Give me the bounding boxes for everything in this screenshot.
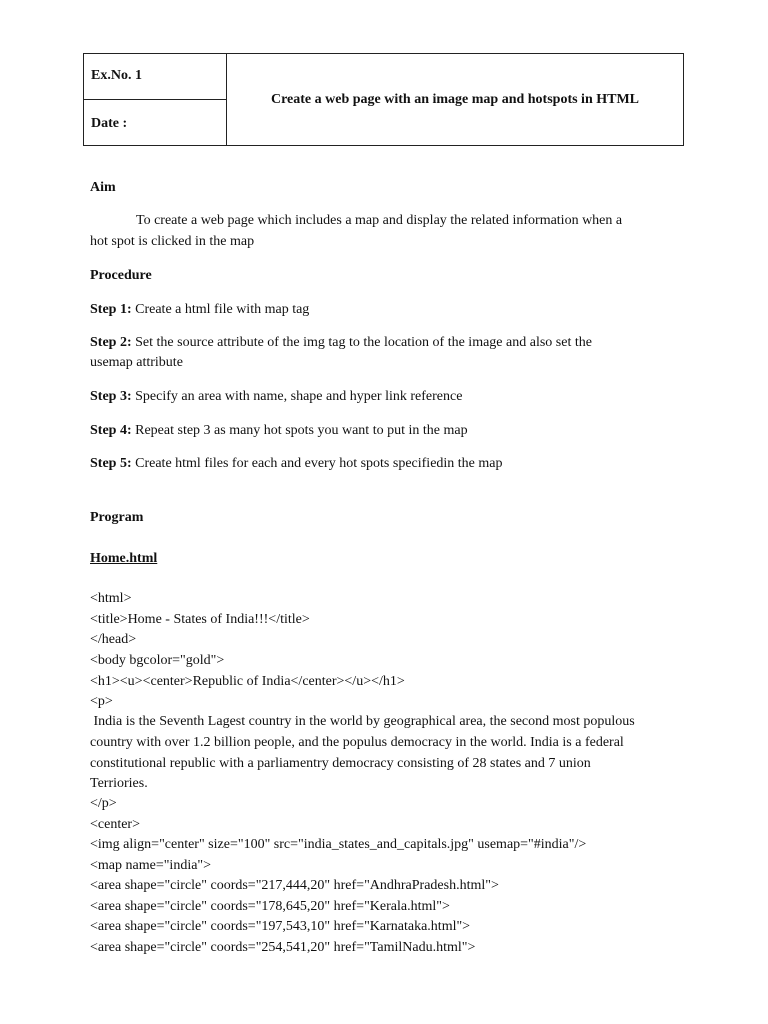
code-line: <area shape="circle" coords="178,645,20" href="Kerala.html"> bbox=[90, 899, 450, 914]
program-file-name: Home.html bbox=[90, 551, 158, 566]
step-4 bbox=[90, 423, 690, 439]
step-3-text: Specify an area with name, shape and hyper link reference bbox=[131, 389, 463, 404]
step-3-label: Step 3: bbox=[90, 389, 132, 404]
aim-text-line-2: hot spot is clicked in the map bbox=[90, 234, 255, 249]
code-line: Terriories. bbox=[90, 776, 148, 791]
code-line: <center> bbox=[90, 817, 140, 832]
date-label: Date : bbox=[91, 116, 128, 131]
step-2-text-cont: usemap attribute bbox=[90, 355, 183, 370]
step-2 bbox=[90, 335, 690, 351]
exercise-title: Create a web page with an image map and hotspots in HTML bbox=[270, 91, 640, 107]
step-2-label: Step 2: bbox=[90, 335, 132, 350]
header-table bbox=[83, 53, 684, 146]
code-line: <html> bbox=[90, 591, 132, 606]
step-1 bbox=[90, 302, 690, 318]
step-5-text: Create html files for each and every hot spots specifiedin the map bbox=[131, 456, 503, 471]
code-line: India is the Seventh Lagest country in the world by geographical area, the second most populous bbox=[90, 714, 635, 729]
step-1-text: Create a html file with map tag bbox=[131, 302, 310, 317]
step-5-label: Step 5: bbox=[90, 456, 132, 471]
step-1-label: Step 1: bbox=[90, 302, 132, 317]
code-line: <map name="india"> bbox=[90, 858, 212, 873]
code-line: country with over 1.2 billion people, and the populus democracy in the world. India is a federal bbox=[90, 735, 624, 750]
step-5 bbox=[90, 456, 690, 472]
code-line: <title>Home - States of India!!!</title> bbox=[90, 612, 310, 627]
code-line: </p> bbox=[90, 796, 117, 811]
header-left-column bbox=[84, 54, 227, 145]
procedure-heading: Procedure bbox=[90, 268, 152, 283]
code-line: <img align="center" size="100" src="india_states_and_capitals.jpg" usemap="#india"/> bbox=[90, 837, 587, 852]
code-line: <h1><u><center>Republic of India</center></u></h1> bbox=[90, 674, 405, 689]
code-line: <p> bbox=[90, 694, 113, 709]
code-line: <area shape="circle" coords="254,541,20" href="TamilNadu.html"> bbox=[90, 940, 476, 955]
code-line: constitutional republic with a parliamentry democracy consisting of 28 states and 7 union bbox=[90, 756, 591, 771]
code-line: <body bgcolor="gold"> bbox=[90, 653, 225, 668]
step-3 bbox=[90, 389, 690, 405]
code-line: <area shape="circle" coords="197,543,10" href="Karnataka.html"> bbox=[90, 919, 471, 934]
code-line: <area shape="circle" coords="217,444,20" href="AndhraPradesh.html"> bbox=[90, 878, 499, 893]
code-line: </head> bbox=[90, 632, 137, 647]
aim-text-line-1: To create a web page which includes a map and display the related information when a bbox=[136, 213, 623, 228]
date-cell bbox=[84, 100, 226, 146]
ex-no-cell bbox=[84, 54, 226, 100]
step-4-label: Step 4: bbox=[90, 423, 132, 438]
aim-heading: Aim bbox=[90, 180, 116, 195]
step-4-text: Repeat step 3 as many hot spots you want to put in the map bbox=[131, 423, 468, 438]
ex-no-label: Ex.No. 1 bbox=[91, 68, 142, 83]
program-heading: Program bbox=[90, 510, 144, 525]
step-2-text: Set the source attribute of the img tag to the location of the image and also set the bbox=[131, 335, 592, 350]
